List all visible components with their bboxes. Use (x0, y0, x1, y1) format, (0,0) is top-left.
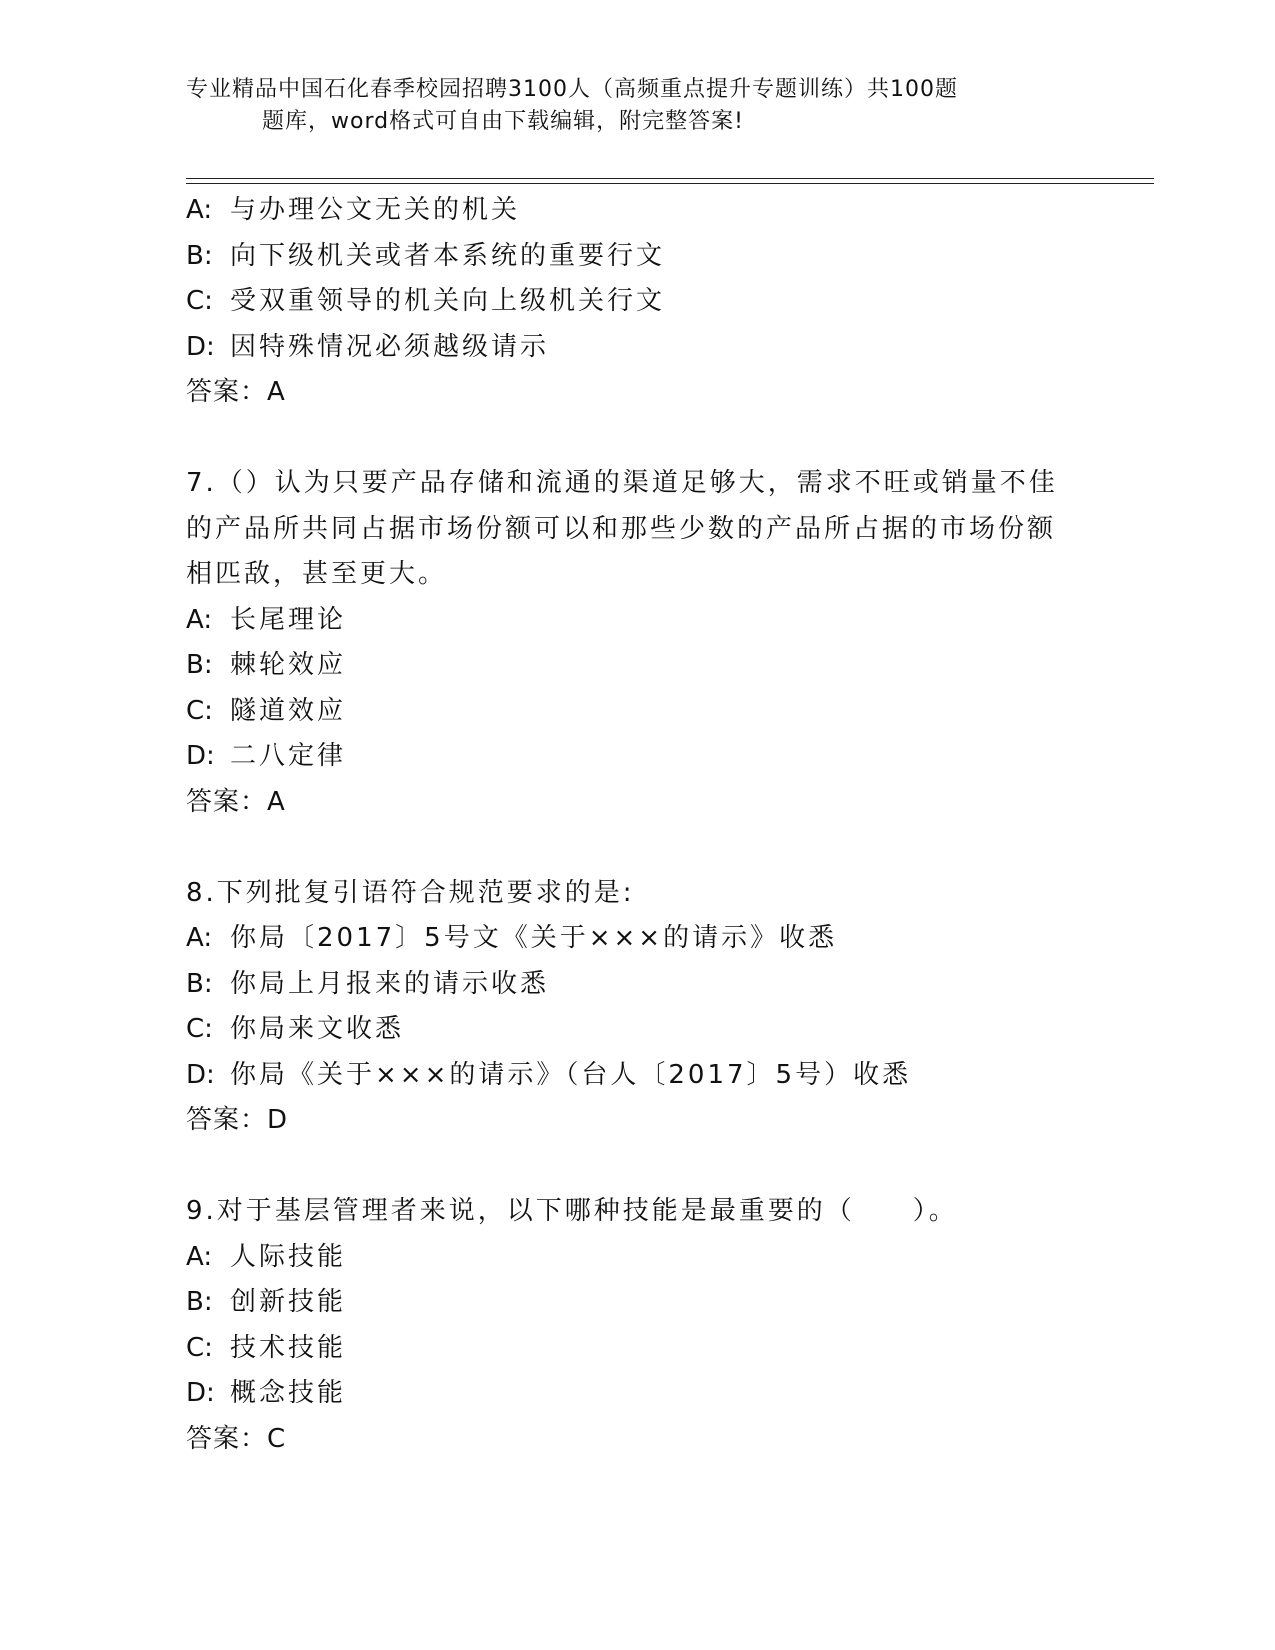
option-letter: D: (186, 741, 215, 771)
option-letter: D: (186, 1378, 215, 1408)
option-letter: A: (186, 923, 213, 953)
header-divider-bottom (186, 183, 1154, 184)
option-c (186, 1326, 1066, 1372)
option-letter: A: (186, 604, 213, 635)
question-list (186, 188, 1066, 1462)
option-c (186, 689, 1066, 735)
option-d (186, 325, 1066, 371)
option-letter: B: (186, 650, 213, 680)
option-letter: B: (186, 1287, 213, 1317)
option-letter: C: (186, 695, 213, 726)
spacer (186, 825, 1066, 871)
option-b (186, 643, 1066, 689)
header-divider-top (186, 178, 1154, 179)
header-title-line-1: 专业精品中国石化春季校园招聘3100人（高频重点提升专题训练）共100题 (186, 77, 958, 102)
question-stem-line: 相匹敌，甚至更大。 (186, 559, 448, 589)
option-letter: B: (186, 240, 213, 271)
option-text: 人际技能 (230, 1241, 347, 1272)
option-text: 长尾理论 (230, 604, 347, 635)
spacer (186, 1144, 1066, 1190)
option-text: 向下级机关或者本系统的重要行文 (230, 240, 666, 271)
answer-line: 答案：D (186, 1105, 289, 1135)
question-6 (186, 188, 1066, 416)
option-text: 你局〔2017〕5号文《关于×××的请示》收悉 (230, 923, 838, 953)
answer-line: 答案：A (186, 377, 286, 407)
option-a (186, 598, 1066, 644)
option-text: 你局《关于×××的请示》（台人〔2017〕5号）收悉 (230, 1059, 912, 1090)
option-text: 受双重领导的机关向上级机关行文 (230, 286, 666, 316)
option-b (186, 962, 1066, 1008)
option-letter: D: (186, 1059, 215, 1090)
option-d (186, 734, 1066, 780)
option-text: 你局来文收悉 (230, 1014, 405, 1044)
question-stem-line: 的产品所共同占据市场份额可以和那些少数的产品所占据的市场份额 (186, 513, 1057, 544)
answer-line: 答案：A (186, 786, 286, 817)
option-letter: D: (186, 331, 215, 362)
option-text: 概念技能 (230, 1378, 347, 1408)
option-d (186, 1053, 1066, 1099)
question-stem: 9.对于基层管理者来说，以下哪种技能是最重要的（ ）。 (186, 1196, 958, 1226)
option-letter: C: (186, 286, 213, 316)
question-7 (186, 461, 1066, 825)
option-text: 因特殊情况必须越级请示 (230, 331, 550, 362)
option-a (186, 1235, 1066, 1281)
option-letter: A: (186, 195, 213, 225)
answer-line: 答案：C (186, 1423, 287, 1454)
question-9 (186, 1189, 1066, 1462)
option-text: 二八定律 (230, 741, 347, 771)
option-b (186, 234, 1066, 280)
option-text: 你局上月报来的请示收悉 (230, 968, 550, 999)
question-stem-line: 7.（）认为只要产品存储和流通的渠道足够大，需求不旺或销量不佳 (186, 468, 1058, 498)
document-header (186, 74, 1046, 138)
question-stem: 8.下列批复引语符合规范要求的是: (186, 877, 635, 908)
option-letter: C: (186, 1332, 213, 1363)
option-c (186, 279, 1066, 325)
header-title-line-2: 题库，word格式可自由下载编辑，附完整答案! (262, 109, 744, 134)
option-text: 隧道效应 (230, 695, 347, 726)
option-text: 创新技能 (230, 1287, 347, 1317)
option-c (186, 1007, 1066, 1053)
option-a (186, 188, 1066, 234)
spacer (186, 416, 1066, 462)
option-letter: B: (186, 968, 213, 999)
question-8 (186, 871, 1066, 1144)
option-a (186, 916, 1066, 962)
option-letter: C: (186, 1014, 213, 1044)
option-text: 棘轮效应 (230, 650, 347, 680)
option-text: 技术技能 (230, 1332, 347, 1363)
option-text: 与办理公文无关的机关 (230, 195, 521, 225)
option-d (186, 1371, 1066, 1417)
option-b (186, 1280, 1066, 1326)
option-letter: A: (186, 1241, 213, 1272)
